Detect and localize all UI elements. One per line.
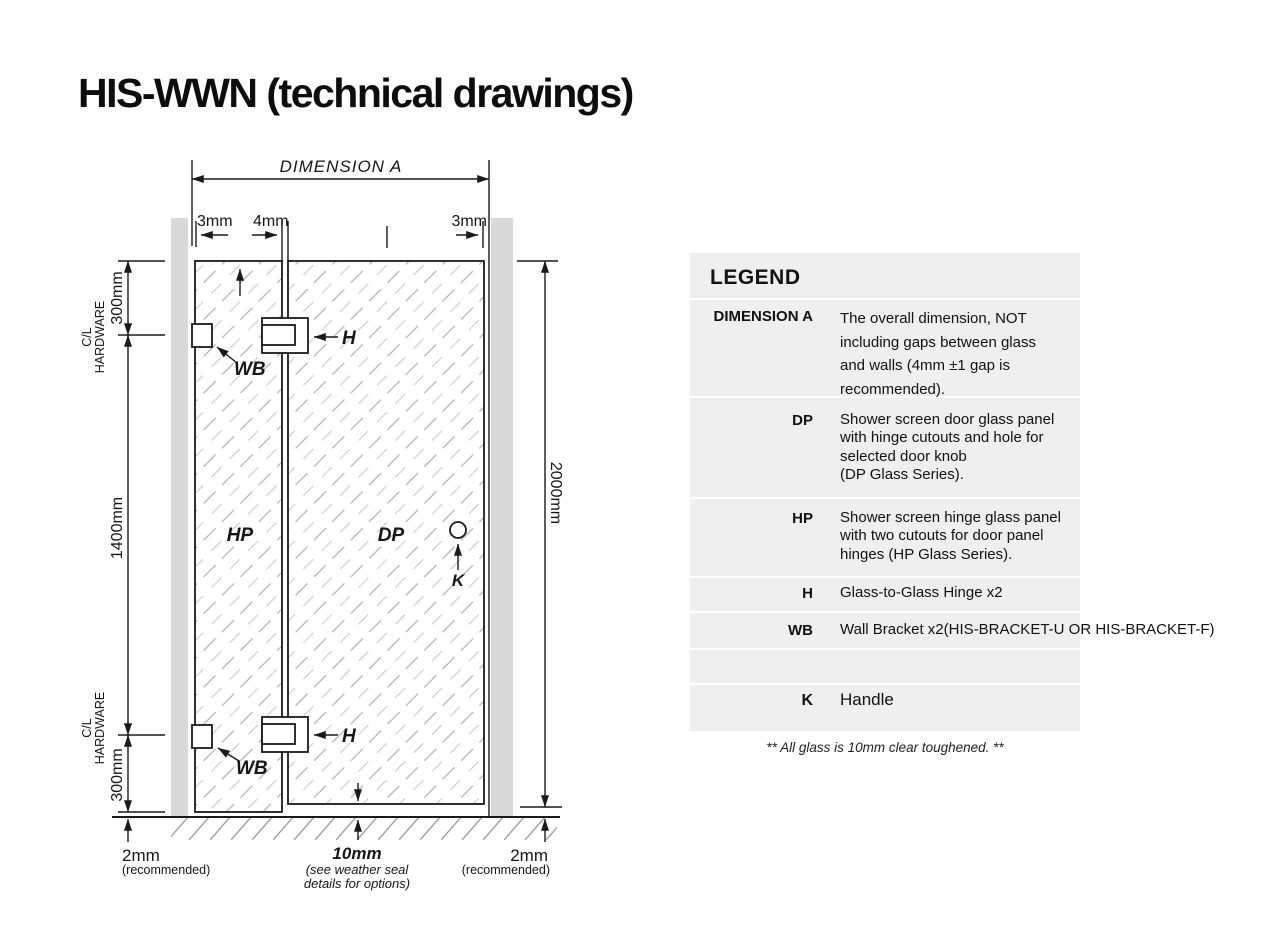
door-gap-label: 10mm xyxy=(332,844,382,863)
legend-term: HP xyxy=(792,510,813,527)
page-title: HIS-WWN (technical drawings) xyxy=(78,70,633,116)
floor-gap-left-label: 2mm xyxy=(122,846,160,865)
legend-term: K xyxy=(801,692,813,709)
divider xyxy=(690,611,1080,613)
divider xyxy=(690,497,1080,499)
legend-row-h xyxy=(690,584,1080,602)
hinge-label-bottom: H xyxy=(342,726,356,747)
wall-left xyxy=(171,218,188,817)
floor-gap-left-note: (recommended) xyxy=(122,863,211,877)
legend-desc: The overall dimension, NOT including gaps between glass and walls (4mm ±1 gap is recommended). xyxy=(840,310,1036,398)
wall-bracket-top xyxy=(192,324,212,347)
floor-hatch xyxy=(171,818,557,840)
dp-panel-label: DP xyxy=(377,525,405,546)
divider xyxy=(690,298,1080,300)
knob-hole xyxy=(450,522,466,538)
legend-footnote: ** All glass is 10mm clear toughened. ** xyxy=(766,740,1004,755)
gap-left-label: 3mm xyxy=(197,213,233,230)
cl-bottom-label-2: HARDWARE xyxy=(93,691,107,765)
legend-term: DP xyxy=(792,412,813,429)
legend-heading: LEGEND xyxy=(710,266,801,289)
seal-note-line2: details for options) xyxy=(303,876,411,891)
cl-top-label-2: HARDWARE xyxy=(93,300,107,374)
floor-gap-right-label: 2mm xyxy=(510,846,548,865)
total-height-label: 2000mm xyxy=(547,461,564,525)
legend-term: WB xyxy=(788,622,813,639)
gap-right-label: 3mm xyxy=(451,213,487,230)
legend-desc: Glass-to-Glass Hinge x2 xyxy=(840,584,1003,601)
floor-gap-right-note: (recommended) xyxy=(461,863,550,877)
divider xyxy=(690,683,1080,685)
panel-gap-label: 4mm xyxy=(253,213,289,230)
legend-row-hp xyxy=(690,509,1080,564)
cl-bottom-label-1: C/L xyxy=(80,718,94,738)
legend-row-wb xyxy=(690,621,1215,639)
wall-bracket-bottom xyxy=(192,725,212,748)
offset-top-label: 300mm xyxy=(109,271,126,325)
hp-panel-label: HP xyxy=(226,525,254,546)
offset-bottom-label: 300mm xyxy=(109,748,126,802)
cl-top-label-1: C/L xyxy=(80,327,94,347)
wall-bracket-label-top: WB xyxy=(234,359,266,380)
mid-span-label: 1400mm xyxy=(109,496,126,560)
divider xyxy=(690,576,1080,578)
legend-desc: Handle xyxy=(840,690,894,709)
hinge-top xyxy=(262,318,308,353)
legend-desc: Shower screen hinge glass panel with two cutouts for door panel hinges (HP Glass Series). xyxy=(840,509,1061,563)
legend-row-dp xyxy=(690,411,1080,485)
legend-desc: Wall Bracket x2(HIS-BRACKET-U OR HIS-BRACKET-F) xyxy=(840,621,1215,638)
dimension-a-label: DIMENSION A xyxy=(279,157,403,176)
wall-bracket-label-bottom: WB xyxy=(236,758,268,779)
hinge-bottom xyxy=(262,717,308,752)
wall-right xyxy=(491,218,513,817)
legend-row-dimension-a xyxy=(690,307,1080,401)
knob-label: K xyxy=(451,571,465,590)
legend-desc: Shower screen door glass panel with hinge cutouts and hole for selected door knob (DP Glass Series). xyxy=(840,411,1055,484)
seal-note-line1: (see weather seal xyxy=(305,862,409,877)
hinge-label-top: H xyxy=(342,328,356,349)
legend-row-k xyxy=(690,691,1080,710)
legend-term: H xyxy=(802,585,813,602)
divider xyxy=(690,648,1080,650)
legend-term: DIMENSION A xyxy=(713,308,813,325)
legend-panel xyxy=(690,253,1215,755)
